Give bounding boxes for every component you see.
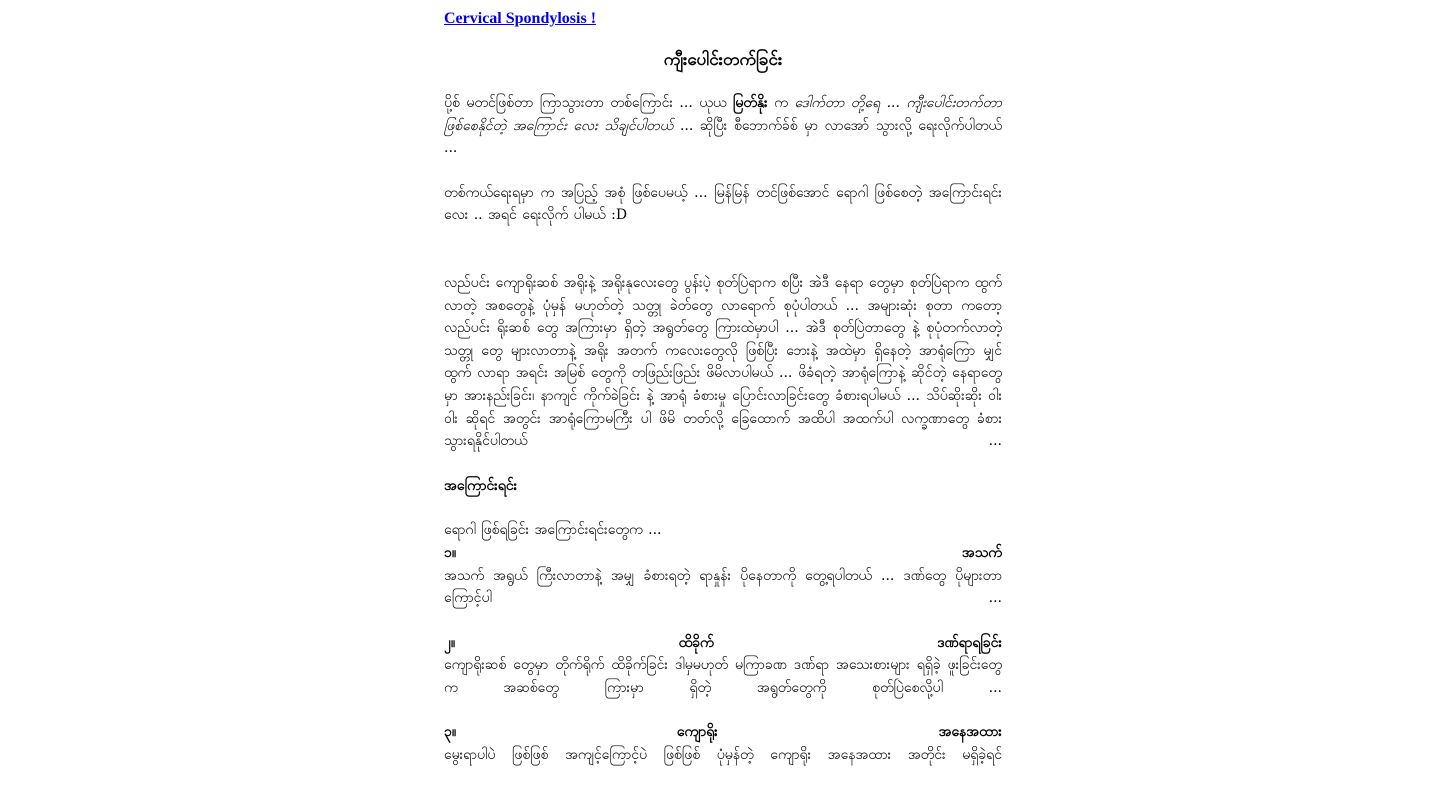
intro-italic-quote: ဒေါက်တာ တို့ရေ ... ကျီးပေါင်းတက်တာ ဖြစ်စေနိုင်တဲ့ အကြောင်း လေး သိချင်ပါတယ် bbox=[444, 95, 1002, 134]
cause-1-number: ၁။ bbox=[444, 544, 457, 561]
cause-2-title-line bbox=[444, 632, 1002, 655]
intro-text-2: က bbox=[767, 95, 795, 111]
intro-bold-name: မြတ်နိုး bbox=[732, 95, 768, 111]
causes-heading: အကြောင်းရင်း bbox=[444, 477, 518, 494]
cause-2-title-word-2: ဒဏ်ရာရခြင်း bbox=[937, 634, 1002, 651]
paragraph-2: တစ်ကယ်ရေးရမှာ က အပြည့် အစုံ ဖြစ်ပေမယ့် ... မြန်မြန် တင်ဖြစ်အောင် ရောဂါ ဖြစ်စေတဲ့ အကြောင်းရင်းလေး .. အရင် ရေးလိုက် ပါမယ် :D bbox=[444, 184, 1002, 224]
cause-1-body: အသက် အရွယ် ကြီးလာတာနဲ့ အမျှ ခံစားရတဲ့ ရာနှုန်း ပိုနေတာကို တွေ့ရပါတယ် ... ဒဏ်တွေ ပိုများတာ ကြောင့်ပါ ... bbox=[444, 567, 1002, 607]
cause-3-title-line bbox=[444, 721, 1002, 744]
article-heading: ကျီးပေါင်းတက်ခြင်း bbox=[663, 50, 783, 70]
cause-3-title-word-1: ကျောရိုး bbox=[676, 724, 718, 741]
article bbox=[444, 8, 1002, 767]
cause-2-body: ကျောရိုးဆစ် တွေမှာ တိုက်ရိုက် ထိခိုက်ခြင်း ဒါမှမဟုတ် မကြာခဏ ဒဏ်ရာ အသေးစားများ ရရှိခဲ့ ဖူးခြင်းတွေ က အဆစ်တွေ ကြားမှာ ရှိတဲ့ အရွတ်တွေကို စုတ်ပြဲစေလို့ပါ ... bbox=[444, 657, 1002, 696]
cause-1-title-line bbox=[444, 542, 1002, 565]
article-title-link[interactable]: Cervical Spondylosis ! bbox=[444, 10, 597, 27]
cause-1-title: အသက် bbox=[961, 544, 1002, 561]
paragraph-3: လည်ပင်း ကျောရိုးဆစ် အရိုးနဲ့ အရိုးနုလေးတွေ ပွန်းပဲ့ စုတ်ပြဲရာက စပြီး အဲဒီ နေရာ တွေမှာ စုတ်ပြဲရာက ထွက်လာတဲ့ အစတွေနဲ့ ပုံမှန် မဟုတ်တဲ့ သတ္တု ခဲတ်တွေ လာရောက် စုပုံပါတယ် ... အများဆုံး စုတာ ကတော့ လည်ပင်း ရိုးဆစ် တွေ အကြားမှာ ရှိတဲ့ အရွတ်တွေ ကြားထဲမှာပါ ... အဲဒီ စုတ်ပြဲတာတွေ နဲ့ စုပုံတက်လာတဲ့ သတ္တု တွေ များလာတာနဲ့ အရိုး အတက် ကလေးတွေလို ဖြစ်ပြီး ဘေးနဲ့ အထဲမှာ ရှိနေတဲ့ အာရုံကြော မျှင် ထွက် လာရာ အရင်း အမြစ် တွေကို တဖြည်းဖြည်း ဖိမိလာပါမယ် ... ဖိခံရတဲ့ အာရုံကြောနဲ့ ဆိုင်တဲ့ နေရာတွေမှာ အားနည်းခြင်း၊ နာကျင် ကိုက်ခဲခြင်း နဲ့ အာရုံ ခံစားမှု ပြောင်းလာခြင်းတွေ ခံစားရပါမယ် ... သိပ်ဆိုးဆိုး ဝါးဝါး ဆိုရင် အတွင်း အာရုံကြောမကြီး ပါ ဖိမိ တတ်လို့ ခြေထောက် အထိပါ အထက်ပါ လက္ခဏာတွေ ခံစား သွားရနိုင်ပါတယ် ... bbox=[444, 274, 1002, 450]
cause-3-title-word-2: အနေအထား bbox=[938, 724, 1002, 741]
intro-text-1: ပို့စ် မတင်ဖြစ်တာ ကြာသွားတာ တစ်ကြောင်း ... ယုယ bbox=[444, 95, 733, 111]
causes-intro: ရောဂါ ဖြစ်ရခြင်း အကြောင်းရင်းတွေက ... bbox=[444, 522, 662, 539]
cause-3-number: ၃။ bbox=[444, 724, 457, 741]
cause-3-body: မွေးရာပါပဲ ဖြစ်ဖြစ် အကျင့်ကြောင့်ပဲ ဖြစ်ဖြစ် ပုံမှန်တဲ့ ကျောရိုး အနေအထား အတိုင်း မရှိခဲ့ရင် bbox=[444, 747, 1002, 764]
cause-2-number: ၂။ bbox=[444, 634, 456, 651]
intro-paragraph bbox=[444, 92, 1002, 160]
intro-text-3: ... ဆိုပြီး စီဘောက်ခ်စ် မှာ လာအော် သွားလို့ ရေးလိုက်ပါတယ် ... bbox=[444, 117, 1002, 157]
cause-2-title-word-1: ထိခိုက် bbox=[678, 634, 714, 651]
